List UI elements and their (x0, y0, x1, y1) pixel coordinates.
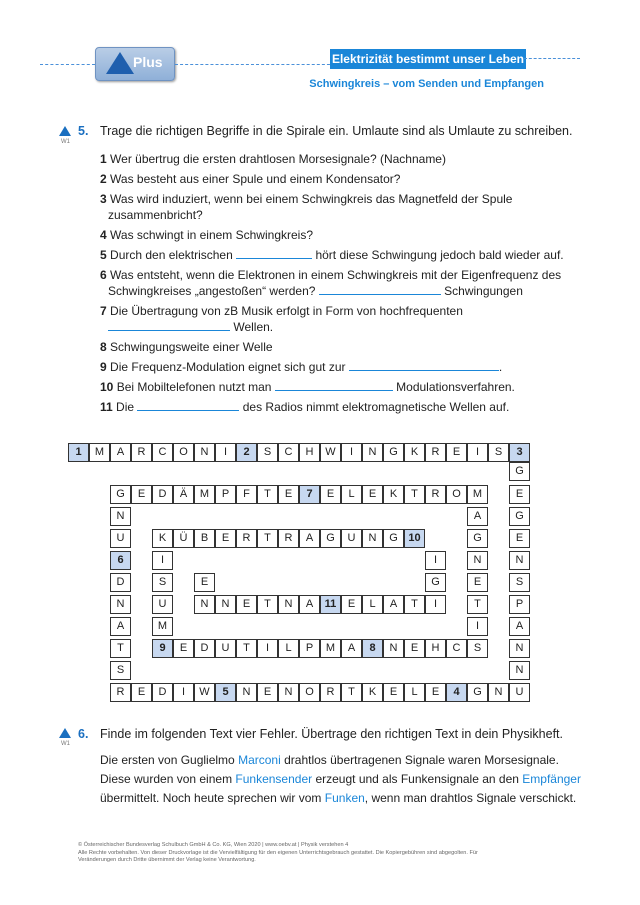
question-7: 7 Die Übertragung von zB Musik erfolgt in Form von hochfrequenten Wellen. (100, 304, 463, 334)
crossword-cell[interactable]: G (467, 529, 488, 548)
crossword-cell[interactable]: E (131, 683, 152, 702)
crossword-cell[interactable]: E (194, 573, 215, 592)
crossword-cell[interactable]: E (467, 573, 488, 592)
crossword-cell[interactable]: S (467, 639, 488, 658)
crossword-cell[interactable]: E (173, 639, 194, 658)
paragraph-line-2: Diese wurden von einem Funkensender erzeugt und als Funkensignale an den Empfänger (100, 772, 581, 786)
crossword-cell[interactable]: G (383, 443, 404, 462)
crossword-cell[interactable]: D (194, 639, 215, 658)
crossword-cell[interactable]: T (467, 595, 488, 614)
crossword-cell[interactable]: I (215, 443, 236, 462)
crossword-cell[interactable]: L (341, 485, 362, 504)
crossword-cell[interactable]: R (110, 683, 131, 702)
paragraph-line-3: übermittelt. Noch heute sprechen wir vom Funken, wenn man drahtlos Signale verschickt. (100, 791, 577, 805)
crossword-cell[interactable]: U (110, 529, 131, 548)
header-dash-left (40, 64, 95, 65)
crossword-cell[interactable]: K (362, 683, 383, 702)
crossword-cell[interactable]: N (278, 683, 299, 702)
crossword-cell[interactable]: G (509, 462, 530, 481)
crossword-cell[interactable]: A (299, 529, 320, 548)
task-instruction: Finde im folgenden Text vier Fehler. Übertrage den richtigen Text in dein Physikheft. (100, 727, 563, 741)
question-6: 6 Was entsteht, wenn die Elektronen in einem Schwingkreis mit der Eigenfrequenz des Schwingkreises „angestoßen“ werden? Schwingungen (100, 268, 562, 298)
crossword-cell[interactable]: A (299, 595, 320, 614)
crossword-cell[interactable]: N (509, 551, 530, 570)
crossword-number-cell[interactable]: 5 (215, 683, 236, 702)
crossword-cell[interactable]: N (110, 507, 131, 526)
crossword-cell[interactable]: M (320, 639, 341, 658)
crossword-number-cell[interactable]: 8 (362, 639, 383, 658)
crossword-cell[interactable]: L (404, 683, 425, 702)
crossword-cell[interactable]: G (467, 683, 488, 702)
crossword-cell[interactable]: M (89, 443, 110, 462)
crossword-cell[interactable]: N (110, 595, 131, 614)
crossword-cell[interactable]: D (152, 485, 173, 504)
crossword-cell[interactable]: E (404, 639, 425, 658)
crossword-cell[interactable]: N (383, 639, 404, 658)
crossword-cell[interactable]: A (341, 639, 362, 658)
crossword-cell[interactable]: A (110, 443, 131, 462)
crossword-cell[interactable]: I (173, 683, 194, 702)
answer-blank[interactable] (349, 359, 499, 371)
crossword-cell[interactable]: T (110, 639, 131, 658)
crossword-number-cell[interactable]: 10 (404, 529, 425, 548)
crossword-cell[interactable]: M (152, 617, 173, 636)
crossword-cell[interactable]: T (404, 595, 425, 614)
task-level: W1 (61, 139, 70, 145)
crossword-cell[interactable]: Ä (173, 485, 194, 504)
crossword-cell[interactable]: S (257, 443, 278, 462)
crossword-cell[interactable]: M (467, 485, 488, 504)
crossword-cell[interactable]: I (425, 551, 446, 570)
crossword-cell[interactable]: H (299, 443, 320, 462)
crossword-cell[interactable]: C (278, 443, 299, 462)
crossword-cell[interactable]: O (173, 443, 194, 462)
crossword-cell[interactable]: T (341, 683, 362, 702)
question-9: 9 Die Frequenz-Modulation eignet sich gut zur . (100, 360, 503, 374)
chapter-banner: Elektrizität bestimmt unser Leben (330, 49, 526, 69)
crossword-cell[interactable]: W (320, 443, 341, 462)
crossword-cell[interactable]: S (509, 573, 530, 592)
header-dash-mid (175, 64, 335, 65)
answer-blank[interactable] (108, 319, 230, 331)
crossword-cell[interactable]: D (152, 683, 173, 702)
crossword-cell[interactable]: U (509, 683, 530, 702)
crossword-cell[interactable]: G (110, 485, 131, 504)
crossword-cell[interactable]: I (467, 617, 488, 636)
crossword-cell[interactable]: C (152, 443, 173, 462)
crossword-cell[interactable]: S (152, 573, 173, 592)
task-number: 6. (78, 727, 89, 741)
crossword-cell[interactable]: W (194, 683, 215, 702)
crossword-cell[interactable]: I (467, 443, 488, 462)
task-number: 5. (78, 124, 89, 138)
footer-disclaimer: Veränderungen durch Dritte übernimmt der Verlag keine Verantwortung. (78, 857, 256, 863)
crossword-cell[interactable]: T (404, 485, 425, 504)
crossword-cell[interactable]: A (509, 617, 530, 636)
answer-blank[interactable] (319, 283, 441, 295)
crossword-number-cell[interactable]: 11 (320, 595, 341, 614)
crossword-cell[interactable]: T (257, 529, 278, 548)
crossword-cell[interactable]: N (278, 595, 299, 614)
crossword-cell[interactable]: N (467, 551, 488, 570)
crossword-cell[interactable]: P (215, 485, 236, 504)
crossword-cell[interactable]: G (509, 507, 530, 526)
crossword-cell[interactable]: S (488, 443, 509, 462)
crossword-cell[interactable]: I (341, 443, 362, 462)
crossword-cell[interactable]: A (383, 595, 404, 614)
crossword-cell[interactable]: N (194, 443, 215, 462)
logo-triangle-icon (106, 52, 134, 74)
crossword-cell[interactable]: R (320, 683, 341, 702)
crossword-cell[interactable]: N (362, 529, 383, 548)
question-10: 10 Bei Mobiltelefonen nutzt man Modulationsverfahren. (100, 380, 515, 394)
crossword-cell[interactable]: R (236, 529, 257, 548)
crossword-cell[interactable]: G (425, 573, 446, 592)
crossword-cell[interactable]: E (425, 683, 446, 702)
crossword-cell[interactable]: L (362, 595, 383, 614)
crossword-cell[interactable]: E (446, 443, 467, 462)
crossword-cell[interactable]: E (509, 485, 530, 504)
crossword-cell[interactable]: E (215, 529, 236, 548)
crossword-cell[interactable]: P (509, 595, 530, 614)
crossword-cell[interactable]: D (110, 573, 131, 592)
header-dash-right (524, 58, 580, 59)
crossword-cell[interactable]: S (110, 661, 131, 680)
crossword-cell[interactable]: B (194, 529, 215, 548)
crossword-cell[interactable]: U (215, 639, 236, 658)
task-instruction: Trage die richtigen Begriffe in die Spirale ein. Umlaute sind als Umlaute zu schreiben. (100, 124, 573, 138)
task-triangle-icon (59, 126, 71, 136)
crossword-cell[interactable]: R (425, 443, 446, 462)
footer (78, 842, 578, 865)
task-triangle-icon (59, 728, 71, 738)
crossword-number-cell[interactable]: 9 (152, 639, 173, 658)
crossword-cell[interactable]: E (509, 529, 530, 548)
crossword-cell[interactable]: K (152, 529, 173, 548)
crossword-cell[interactable]: I (152, 551, 173, 570)
footer-copyright: © Österreichischer Bundesverlag Schulbuch GmbH & Co. KG, Wien 2020 | www.oebv.at | Physik verstehen 4 (78, 842, 349, 848)
question-11: 11 Die des Radios nimmt elektromagnetische Wellen auf. (100, 400, 510, 414)
crossword-cell[interactable]: M (194, 485, 215, 504)
question-1: 1 Wer übertrug die ersten drahtlosen Morsesignale? (Nachname) (100, 152, 446, 166)
crossword-cell[interactable]: K (383, 485, 404, 504)
crossword-cell[interactable]: U (341, 529, 362, 548)
paragraph-line-1: Die ersten von Guglielmo Marconi drahtlos übertragenen Signale waren Morsesignale. (100, 753, 559, 767)
crossword-number-cell[interactable]: 7 (299, 485, 320, 504)
question-list (100, 151, 570, 415)
crossword-cell[interactable]: Ü (173, 529, 194, 548)
crossword-cell[interactable]: R (425, 485, 446, 504)
crossword-cell[interactable]: A (110, 617, 131, 636)
crossword-cell[interactable]: N (194, 595, 215, 614)
crossword-cell[interactable]: E (341, 595, 362, 614)
question-4: 4 Was schwingt in einem Schwingkreis? (100, 228, 313, 242)
answer-blank[interactable] (137, 399, 239, 411)
crossword-cell[interactable]: U (152, 595, 173, 614)
crossword-cell[interactable]: R (131, 443, 152, 462)
crossword-cell[interactable]: E (131, 485, 152, 504)
crossword-cell[interactable]: G (383, 529, 404, 548)
answer-blank[interactable] (236, 247, 312, 259)
crossword-number-cell[interactable]: 3 (509, 443, 530, 462)
crossword-cell[interactable]: C (446, 639, 467, 658)
crossword-cell[interactable]: N (488, 683, 509, 702)
crossword-number-cell[interactable]: 6 (110, 551, 131, 570)
question-2: 2 Was besteht aus einer Spule und einem Kondensator? (100, 172, 401, 186)
question-5: 5 Durch den elektrischen hört diese Schwingung jedoch bald wieder auf. (100, 248, 564, 262)
crossword-cell[interactable]: L (278, 639, 299, 658)
crossword-cell[interactable]: N (362, 443, 383, 462)
crossword-cell[interactable]: H (425, 639, 446, 658)
crossword-cell[interactable]: E (383, 683, 404, 702)
crossword-cell[interactable]: N (509, 661, 530, 680)
crossword-cell[interactable]: T (236, 639, 257, 658)
answer-blank[interactable] (275, 379, 393, 391)
crossword-cell[interactable]: T (257, 595, 278, 614)
crossword-cell[interactable]: F (236, 485, 257, 504)
crossword-cell[interactable]: E (320, 485, 341, 504)
crossword-cell[interactable]: G (320, 529, 341, 548)
crossword-cell[interactable]: T (257, 485, 278, 504)
crossword-cell[interactable]: K (404, 443, 425, 462)
crossword-cell[interactable]: E (362, 485, 383, 504)
footer-rights: Alle Rechte vorbehalten. Von dieser Druckvorlage ist die Vervielfältigung für den eigenen Unterrichtsgebrauch gestattet. Die Kopiergebühren sind abgegolten. Für (78, 849, 478, 856)
chapter-subtitle: Schwingkreis – vom Senden und Empfangen (309, 78, 544, 90)
crossword-cell[interactable]: I (257, 639, 278, 658)
question-3: 3 Was wird induziert, wenn bei einem Schwingkreis das Magnetfeld der Spule zusammenbricht? (100, 192, 513, 222)
crossword-cell[interactable]: E (278, 485, 299, 504)
error-text-paragraph (100, 751, 590, 808)
crossword-number-cell[interactable]: 2 (236, 443, 257, 462)
crossword-number-cell[interactable]: 4 (446, 683, 467, 702)
task-level: W1 (61, 741, 70, 747)
crossword-cell[interactable]: E (236, 595, 257, 614)
crossword-cell[interactable]: A (467, 507, 488, 526)
crossword-cell[interactable]: N (215, 595, 236, 614)
crossword-cell[interactable]: O (299, 683, 320, 702)
plus-logo (95, 47, 175, 81)
crossword-cell[interactable]: R (278, 529, 299, 548)
crossword-cell[interactable]: N (509, 639, 530, 658)
crossword-cell[interactable]: P (299, 639, 320, 658)
logo-text: Plus (133, 54, 163, 70)
crossword-number-cell[interactable]: 1 (68, 443, 89, 462)
crossword-cell[interactable]: E (257, 683, 278, 702)
crossword-cell[interactable]: O (446, 485, 467, 504)
crossword-cell[interactable]: N (236, 683, 257, 702)
crossword-cell[interactable]: I (425, 595, 446, 614)
question-8: 8 Schwingungsweite einer Welle (100, 340, 273, 354)
